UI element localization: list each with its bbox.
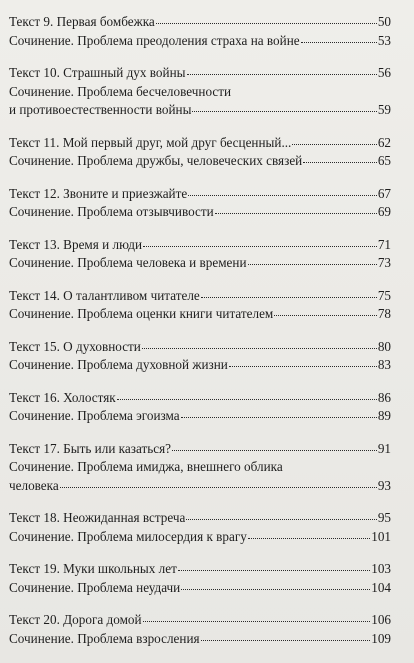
dot-leader — [201, 639, 371, 641]
toc-line-title: Текст 10. Страшный дух войны — [9, 65, 186, 80]
toc-line — [9, 528, 391, 547]
toc-line-title: Текст 17. Быть или казаться? — [9, 440, 172, 456]
toc-line — [9, 101, 391, 120]
toc-entry-group — [9, 338, 391, 375]
dot-leader — [181, 588, 370, 590]
toc-line — [9, 579, 391, 598]
dot-leader — [229, 365, 377, 367]
toc-line — [9, 32, 391, 51]
toc-page-number: 104 — [371, 579, 391, 595]
toc-entry-group — [9, 509, 391, 546]
toc-page-number: 67 — [377, 185, 391, 201]
dot-leader — [188, 194, 377, 196]
toc-entry-group — [9, 560, 391, 597]
toc-line-title: Текст 13. Время и люди — [9, 236, 143, 252]
toc-line-title: Текст 14. О талантливом читателе — [9, 287, 200, 303]
toc-line — [9, 13, 391, 32]
dot-leader — [192, 110, 376, 112]
dot-leader — [303, 161, 377, 163]
dot-leader — [187, 73, 377, 75]
toc-entry-group — [9, 440, 391, 496]
dot-leader — [215, 212, 377, 214]
toc-line — [9, 509, 391, 528]
toc-entry-group — [9, 64, 391, 120]
toc-line — [9, 236, 391, 255]
dot-leader — [292, 143, 376, 145]
toc-line-title: Сочинение. Проблема неудачи — [9, 579, 181, 595]
toc-page-number: 83 — [377, 357, 391, 372]
dot-leader — [186, 518, 376, 520]
dot-leader — [142, 347, 377, 349]
toc-line-title: Текст 16. Холостяк — [9, 389, 116, 405]
toc-entry-group — [9, 389, 391, 426]
toc-page-number: 56 — [377, 65, 391, 80]
toc-entry-group — [9, 236, 391, 273]
toc-line-title: Сочинение. Проблема взросления — [9, 630, 200, 646]
toc-line — [9, 152, 391, 171]
toc-line — [9, 287, 391, 306]
dot-leader — [274, 314, 377, 316]
dot-leader — [248, 263, 377, 265]
toc-line — [9, 560, 391, 579]
toc-line-title: и противоестественности войны — [9, 102, 192, 117]
toc-line — [9, 254, 391, 273]
toc-entry-group — [9, 185, 391, 222]
dot-leader — [143, 245, 377, 247]
toc-line-title: Сочинение. Проблема бесчеловечности — [9, 83, 232, 99]
toc-line-title: Сочинение. Проблема дружбы, человеческих связей — [9, 153, 303, 168]
toc-page-number: 93 — [377, 477, 391, 493]
dot-leader — [201, 296, 377, 298]
toc-page-number: 75 — [377, 287, 391, 303]
toc-line-title: Текст 9. Первая бомбежка — [9, 14, 155, 29]
toc-line-title: Сочинение. Проблема духовной жизни — [9, 357, 228, 372]
toc-page-number: 109 — [371, 630, 391, 646]
toc-line-title: человека — [9, 477, 59, 493]
toc-page-number: 62 — [377, 134, 391, 150]
toc-line — [9, 64, 391, 83]
toc-line — [9, 305, 391, 324]
dot-leader — [156, 22, 377, 24]
toc-line — [9, 338, 391, 357]
toc-page-number: 103 — [371, 561, 391, 576]
toc-page-number: 73 — [377, 255, 391, 270]
toc-page-number: 101 — [371, 528, 391, 544]
toc-line — [9, 407, 391, 426]
toc-line — [9, 389, 391, 408]
toc-line-title: Сочинение. Проблема преодоления страха на войне — [9, 32, 300, 48]
toc-line-title: Сочинение. Проблема оценки книги читателем — [9, 306, 274, 321]
dot-leader — [178, 569, 370, 571]
dot-leader — [248, 537, 370, 539]
toc-page-number: 106 — [371, 612, 391, 627]
toc-line — [9, 611, 391, 630]
toc-page-number: 86 — [377, 389, 391, 405]
toc-line-title: Текст 19. Муки школьных лет — [9, 561, 177, 576]
toc-line — [9, 356, 391, 375]
toc-page-number: 95 — [377, 510, 391, 525]
toc-line-title: Сочинение. Проблема отзывчивости — [9, 204, 214, 219]
toc-line — [9, 203, 391, 222]
toc-line-title: Сочинение. Проблема имиджа, внешнего облика — [9, 459, 283, 474]
toc-line — [9, 185, 391, 204]
toc-line-title: Текст 20. Дорога домой — [9, 612, 142, 627]
toc-line-title: Сочинение. Проблема милосердия к врагу — [9, 528, 247, 544]
toc-line — [9, 477, 391, 496]
toc-page-number: 71 — [377, 236, 391, 252]
toc-page-number: 78 — [377, 306, 391, 321]
toc-line-title: Сочинение. Проблема эгоизма — [9, 408, 180, 423]
dot-leader — [60, 486, 377, 488]
toc-page-number: 59 — [377, 102, 391, 117]
toc-line-title: Текст 15. О духовности — [9, 338, 141, 354]
toc-page-number: 91 — [377, 440, 391, 456]
toc-line — [9, 630, 391, 649]
dot-leader — [172, 449, 377, 451]
toc-line-title: Текст 12. Звоните и приезжайте — [9, 185, 188, 201]
toc-page-number: 53 — [377, 32, 391, 48]
toc-line-title: Сочинение. Проблема человека и времени — [9, 255, 247, 270]
toc-line-title: Текст 18. Неожиданная встреча — [9, 510, 186, 525]
table-of-contents — [9, 13, 391, 648]
toc-page-number: 50 — [377, 14, 391, 29]
dot-leader — [117, 398, 377, 400]
toc-entry-group — [9, 134, 391, 171]
toc-line — [9, 440, 391, 459]
toc-page-number: 80 — [377, 338, 391, 354]
toc-entry-group — [9, 611, 391, 648]
toc-line — [9, 134, 391, 153]
toc-entry-group — [9, 13, 391, 50]
toc-page-number: 89 — [377, 408, 391, 423]
dot-leader — [143, 620, 371, 622]
toc-entry-group — [9, 287, 391, 324]
toc-page-number: 69 — [377, 204, 391, 219]
dot-leader — [181, 416, 377, 418]
dot-leader — [301, 41, 377, 43]
toc-page-number: 65 — [377, 153, 391, 168]
toc-line-title: Текст 11. Мой первый друг, мой друг бесценный... — [9, 134, 292, 150]
